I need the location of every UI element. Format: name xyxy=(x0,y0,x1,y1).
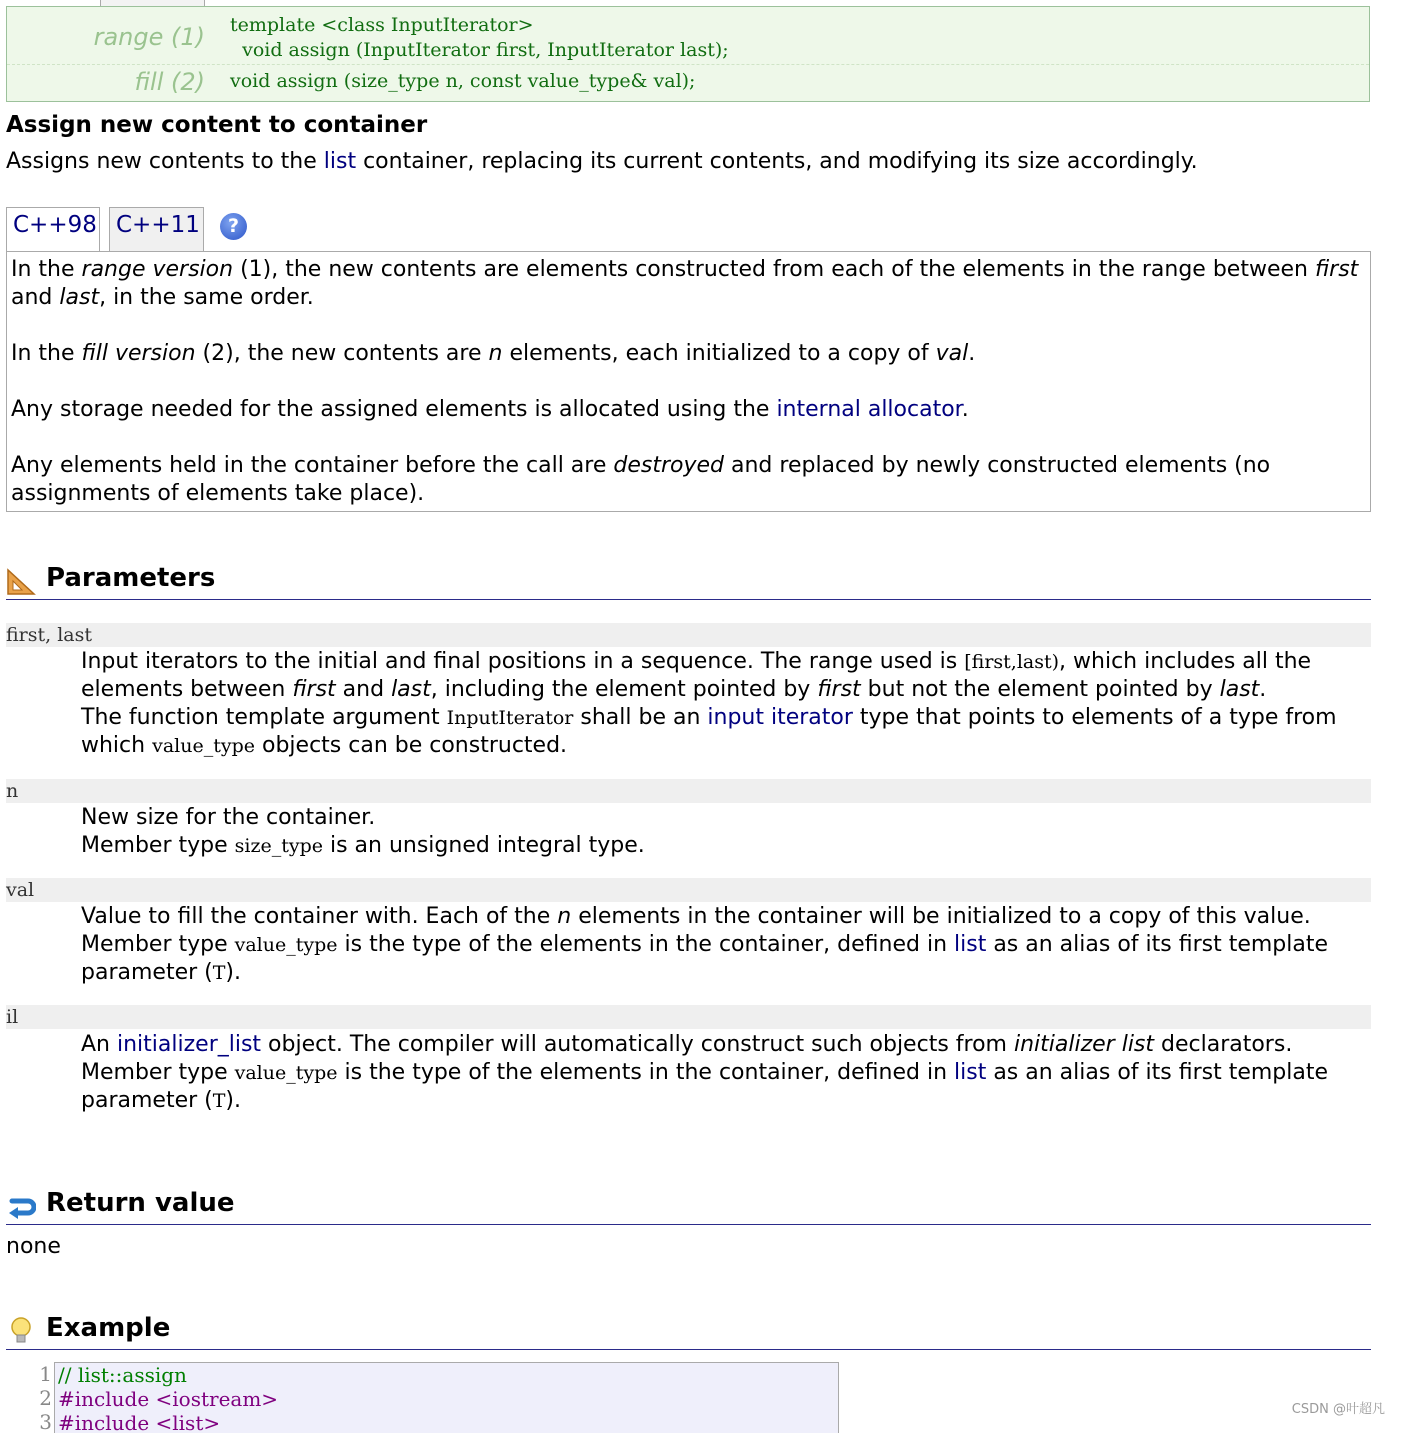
text: and xyxy=(335,677,392,702)
param-paragraph xyxy=(81,648,1371,704)
description-paragraph xyxy=(11,396,1366,424)
tab-cpp11[interactable]: C++11 xyxy=(109,207,204,251)
code-line: #include <iostream> xyxy=(58,1387,279,1411)
code-body[interactable] xyxy=(54,1362,839,1433)
watermark: CSDN @叶超凡 xyxy=(1291,1402,1385,1417)
emphasis: last xyxy=(1219,677,1260,702)
initializer-list-link[interactable]: initializer_list xyxy=(117,1032,262,1057)
section-title: Return value xyxy=(46,1188,235,1218)
prototype-code: template <class InputIterator> void assign (InputIterator first, InputIterator last); xyxy=(230,14,729,61)
text: but not the element pointed by xyxy=(860,677,1220,702)
text: In the xyxy=(11,257,82,282)
text: Member type xyxy=(81,833,235,858)
prototype-box xyxy=(6,6,1370,102)
list-link[interactable]: list xyxy=(954,1060,987,1085)
prototype-label: fill (2) xyxy=(134,68,205,96)
line-number: 2 xyxy=(39,1386,52,1410)
section-title: Example xyxy=(46,1313,171,1343)
lightbulb-icon xyxy=(6,1316,36,1346)
text: , which includes all the elements between xyxy=(81,649,1312,702)
text: . xyxy=(968,341,976,366)
text: elements in the container will be initialized to a copy of this value. xyxy=(571,904,1311,929)
emphasis: first xyxy=(817,677,861,702)
param-term-il: il xyxy=(6,1005,1371,1029)
param-term-val: val xyxy=(6,878,1371,902)
example-heading xyxy=(6,1313,1371,1350)
text: Any storage needed for the assigned elements is allocated using the xyxy=(11,397,777,422)
prototype-code: void assign (size_type n, const value_type& val); xyxy=(230,70,696,92)
code-line: // list::assign xyxy=(58,1363,187,1387)
input-iterator-link[interactable]: input iterator xyxy=(707,705,853,730)
return-value-text: none xyxy=(6,1234,61,1259)
text: elements, each initialized to a copy of xyxy=(502,341,936,366)
text: and replaced by newly constructed elements (no assignments of elements take place). xyxy=(11,453,1271,506)
text: as an alias of its first template parameter ( xyxy=(81,932,1329,985)
text: objects can be constructed. xyxy=(255,733,568,758)
description-paragraph xyxy=(11,256,1366,312)
return-arrow-icon xyxy=(6,1191,36,1221)
text: , in the same order. xyxy=(99,285,314,310)
param-paragraph xyxy=(81,903,1371,931)
list-link[interactable]: list xyxy=(323,149,357,174)
param-def-first-last xyxy=(81,648,1371,760)
text: Input iterators to the initial and final positions in a sequence. The range used is xyxy=(81,649,965,674)
text: is the type of the elements in the container, defined in xyxy=(337,1060,955,1085)
emphasis: n xyxy=(488,341,503,366)
tab-cpp98[interactable]: C++98 xyxy=(6,207,100,251)
emphasis: destroyed xyxy=(613,453,724,478)
summary-part: container, replacing its current contents, and modifying its size accordingly. xyxy=(356,149,1198,174)
prototype-row-fill xyxy=(7,65,1369,101)
text: , including the element pointed by xyxy=(430,677,818,702)
text: declarators. xyxy=(1154,1032,1293,1057)
text: An xyxy=(81,1032,117,1057)
text: In the xyxy=(11,341,82,366)
example-code-block[interactable] xyxy=(6,1362,836,1435)
emphasis: initializer list xyxy=(1013,1032,1155,1057)
code-value-type: value_type xyxy=(234,934,338,956)
emphasis: val xyxy=(935,341,969,366)
prototype-label: range (1) xyxy=(93,23,205,51)
code-line: #include <list> xyxy=(58,1411,221,1435)
code-inputiterator: InputIterator xyxy=(446,707,574,729)
emphasis: fill version xyxy=(81,341,196,366)
text: and xyxy=(11,285,60,310)
text: shall be an xyxy=(573,705,708,730)
emphasis: last xyxy=(391,677,431,702)
param-term-first-last: first, last xyxy=(6,623,1371,647)
help-icon[interactable]: ? xyxy=(220,213,247,240)
description-paragraph xyxy=(11,452,1366,508)
return-value-heading xyxy=(6,1188,1371,1225)
set-square-icon xyxy=(6,566,36,596)
text: Value to fill the container with. Each of the xyxy=(81,904,558,929)
section-title: Parameters xyxy=(46,563,216,593)
code-t: T xyxy=(212,1090,226,1112)
text: Member type xyxy=(81,932,235,957)
param-def-n xyxy=(81,804,1371,860)
code-value-type: value_type xyxy=(152,735,255,757)
param-paragraph xyxy=(81,1031,1371,1059)
text: . xyxy=(1259,677,1267,702)
code-size-type: size_type xyxy=(234,835,323,857)
emphasis: last xyxy=(59,285,100,310)
text: as an alias of its first template parameter ( xyxy=(81,1060,1329,1113)
param-term-n: n xyxy=(6,779,1371,803)
text: (1), the new contents are elements constructed from each of the elements in the range between xyxy=(233,257,1315,282)
text: ). xyxy=(225,960,241,985)
param-paragraph xyxy=(81,704,1371,760)
page-title: Assign new content to container xyxy=(6,112,428,138)
parameters-heading xyxy=(6,563,1371,600)
text: is the type of the elements in the container, defined in xyxy=(337,932,955,957)
text: (2), the new contents are xyxy=(195,341,489,366)
text: . xyxy=(961,397,969,422)
emphasis: first xyxy=(292,677,336,702)
text: ). xyxy=(225,1088,241,1113)
text: The function template argument xyxy=(81,705,447,730)
text: Any elements held in the container before the call are xyxy=(11,453,614,478)
line-number: 1 xyxy=(39,1362,52,1386)
description-box xyxy=(6,251,1371,512)
text: object. The compiler will automatically construct such objects from xyxy=(261,1032,1014,1057)
summary-part: Assigns new contents to the xyxy=(6,149,324,174)
code-value-type: value_type xyxy=(234,1062,338,1084)
line-numbers xyxy=(6,1362,52,1434)
line-number: 3 xyxy=(39,1410,52,1434)
param-def-val xyxy=(81,903,1371,987)
text: type that points to elements of a type from which xyxy=(81,705,1337,758)
description-paragraph xyxy=(11,340,1366,368)
param-paragraph xyxy=(81,931,1371,987)
code-range: [first,last) xyxy=(964,651,1060,673)
emphasis: n xyxy=(557,904,572,929)
param-paragraph: New size for the container. xyxy=(81,805,376,830)
param-def-il xyxy=(81,1031,1371,1115)
summary-text xyxy=(6,149,1198,174)
list-link[interactable]: list xyxy=(954,932,987,957)
param-paragraph xyxy=(81,1059,1371,1115)
code-t: T xyxy=(212,962,226,984)
internal-allocator-link[interactable]: internal allocator xyxy=(776,397,962,422)
text: is an unsigned integral type. xyxy=(322,833,645,858)
text: Member type xyxy=(81,1060,235,1085)
emphasis: range version xyxy=(81,257,234,282)
prototype-row-range xyxy=(7,7,1369,65)
emphasis: first xyxy=(1314,257,1359,282)
param-paragraph xyxy=(81,832,1371,860)
